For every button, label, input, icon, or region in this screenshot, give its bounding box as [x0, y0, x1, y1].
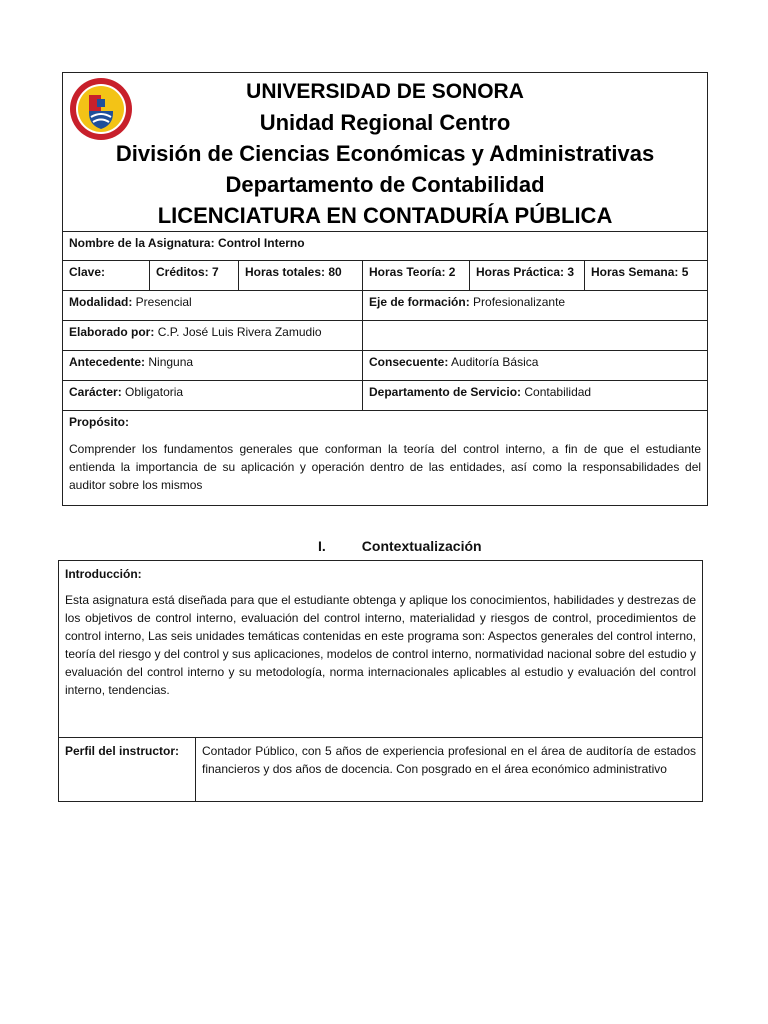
section-number: I.	[318, 538, 326, 554]
context-table	[58, 560, 703, 802]
consecuente-cell	[363, 351, 708, 381]
horas-practica-value: Horas Práctica: 3	[476, 265, 575, 279]
clave-cell	[63, 261, 150, 291]
introduccion-label: Introducción:	[65, 567, 142, 581]
section-title: Contextualización	[361, 538, 482, 554]
depto-servicio-label: Departamento de Servicio:	[369, 385, 522, 399]
section-heading	[318, 538, 482, 554]
eje-cell	[363, 291, 708, 321]
antecedente-label: Antecedente:	[69, 355, 146, 369]
caracter-value: Obligatoria	[125, 385, 184, 399]
perfil-text: Contador Público, con 5 años de experiencia profesional en el área de auditoría de estados financieros y dos años de docencia. Con posgrado en el área económico administrativo	[202, 744, 696, 776]
university-seal-icon	[69, 77, 133, 141]
program-name: LICENCIATURA EN CONTADURÍA PÚBLICA	[157, 203, 613, 228]
introduccion-text: Esta asignatura está diseñada para que el estudiante obtenga y aplique los conocimientos, habilidades y destrezas de los objetivos de control interno, evaluación del control interno, materialidad y riesgos de control, procedimientos de control interno, Las seis unidades temáticas contenidas en este programa son: Aspectos generales del control interno, teoría del riesgo y del control y sus aplicaciones, modelos de control interno, normatividad nacional sobre del estudio y evaluación del control interno y su metodología, norma internacionales aplicables al estudio y evaluación del control interno, tendencias.	[65, 593, 696, 697]
course-name-cell	[63, 232, 708, 261]
horas-teoria-cell	[363, 261, 470, 291]
antecedente-value: Ninguna	[148, 355, 194, 369]
header-block	[63, 73, 708, 232]
regional-unit: Unidad Regional Centro	[259, 110, 511, 135]
modalidad-cell	[63, 291, 363, 321]
empty-cell	[363, 321, 708, 351]
eje-label: Eje de formación:	[369, 295, 470, 309]
eje-value: Profesionalizante	[473, 295, 566, 309]
depto-servicio-cell	[363, 381, 708, 411]
course-info-table	[62, 72, 708, 506]
clave-label: Clave:	[69, 265, 106, 279]
modalidad-label: Modalidad:	[69, 295, 133, 309]
horas-totales-value: Horas totales: 80	[245, 265, 342, 279]
consecuente-label: Consecuente:	[369, 355, 449, 369]
proposito-text: Comprender los fundamentos generales que conforman la teoría del control interno, a fin de que el estudiante entienda la importancia de su aplicación y operación dentro de las entidades, así como la responsabilidades del auditor sobre los mismos	[69, 441, 702, 492]
horas-semana-value: Horas Semana: 5	[591, 265, 689, 279]
creditos-value: Créditos: 7	[156, 265, 219, 279]
consecuente-value: Auditoría Básica	[451, 355, 539, 369]
horas-practica-cell	[470, 261, 585, 291]
proposito-cell	[63, 411, 708, 506]
perfil-label-cell	[59, 738, 196, 802]
horas-teoria-value: Horas Teoría: 2	[369, 265, 456, 279]
university-name: UNIVERSIDAD DE SONORA	[246, 80, 524, 103]
division-name: División de Ciencias Económicas y Administrativas	[115, 141, 655, 166]
course-name-label: Nombre de la Asignatura:	[69, 236, 215, 250]
elaborado-value: C.P. José Luis Rivera Zamudio	[157, 325, 322, 339]
perfil-text-cell	[196, 738, 703, 802]
elaborado-cell	[63, 321, 363, 351]
modalidad-value: Presencial	[135, 295, 192, 309]
proposito-label: Propósito:	[69, 415, 129, 429]
perfil-label: Perfil del instructor:	[65, 744, 180, 758]
depto-servicio-value: Contabilidad	[524, 385, 592, 399]
department-name: Departamento de Contabilidad	[225, 172, 545, 197]
creditos-cell	[150, 261, 239, 291]
caracter-label: Carácter:	[69, 385, 122, 399]
antecedente-cell	[63, 351, 363, 381]
elaborado-label: Elaborado por:	[69, 325, 155, 339]
introduccion-cell	[59, 561, 703, 738]
header-titles	[63, 73, 707, 231]
course-name-value: Control Interno	[217, 236, 305, 250]
horas-totales-cell	[239, 261, 363, 291]
horas-semana-cell	[585, 261, 708, 291]
caracter-cell	[63, 381, 363, 411]
